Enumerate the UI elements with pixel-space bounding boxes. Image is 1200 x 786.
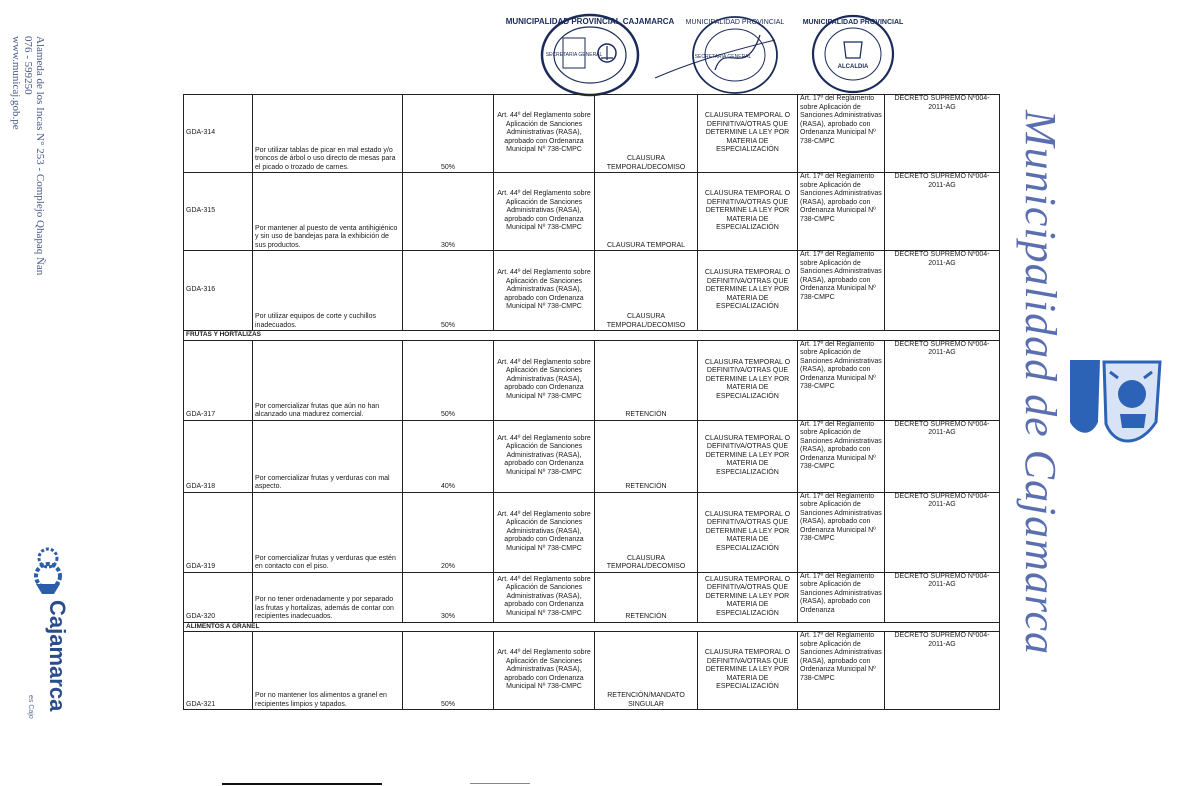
address-block bbox=[10, 36, 46, 326]
article-cell: Art. 17º del Reglamento sobre Aplicación de Sanciones Administrativas (RASA), aprobado con Ordenanza Municipal Nº 738-CMPC bbox=[798, 95, 885, 173]
stamp-alcaldia bbox=[802, 12, 904, 97]
code-cell: GDA-316 bbox=[184, 251, 253, 331]
percent-cell: 30% bbox=[403, 572, 494, 622]
regulation-cell: Art. 44º del Reglamento sobre Aplicación de Sanciones Administrativas (RASA), aprobado con Ordenanza Municipal Nº 738-CMPC bbox=[494, 95, 595, 173]
measure-cell: CLAUSURA TEMPORAL O DEFINITIVA/OTRAS QUE DETERMINE LA LEY POR MATERIA DE ESPECIALIZACIÓN bbox=[698, 251, 798, 331]
logo-emblem-icon bbox=[22, 540, 72, 596]
article-cell: Art. 17º del Reglamento sobre Aplicación de Sanciones Administrativas (RASA), aprobado con Ordenanza Municipal Nº 738-CMPC bbox=[798, 492, 885, 572]
stamp-ring-text: MUNICIPALIDAD PROVINCIAL bbox=[802, 19, 904, 26]
table-row bbox=[184, 632, 1000, 710]
table-row bbox=[184, 173, 1000, 251]
sanction-cell: CLAUSURA TEMPORAL/DECOMISO bbox=[595, 251, 698, 331]
regulation-cell: Art. 44º del Reglamento sobre Aplicación de Sanciones Administrativas (RASA), aprobado con Ordenanza Municipal Nº 738-CMPC bbox=[494, 572, 595, 622]
sanction-cell: RETENCIÓN bbox=[595, 340, 698, 420]
percent-cell: 50% bbox=[403, 340, 494, 420]
section-header-frutas: FRUTAS Y HORTALIZAS bbox=[184, 331, 1000, 341]
description-cell: Por utilizar tablas de picar en mal estado y/o troncos de árbol o uso directo de mesas para el picado o trozado de carnes. bbox=[253, 95, 403, 173]
article-cell: Art. 17º del Reglamento sobre Aplicación de Sanciones Administrativas (RASA), aprobado con Ordenanza bbox=[798, 572, 885, 622]
percent-cell: 50% bbox=[403, 632, 494, 710]
decree-cell: DECRETO SUPREMO Nº004-2011-AG bbox=[885, 632, 1000, 710]
decree-cell: DECRETO SUPREMO Nº004-2011-AG bbox=[885, 340, 1000, 420]
stamp-inner-text: ALCALDIA bbox=[837, 64, 869, 70]
regulation-cell: Art. 44º del Reglamento sobre Aplicación de Sanciones Administrativas (RASA), aprobado con Ordenanza Municipal Nº 738-CMPC bbox=[494, 251, 595, 331]
measure-cell: CLAUSURA TEMPORAL O DEFINITIVA/OTRAS QUE DETERMINE LA LEY POR MATERIA DE ESPECIALIZACIÓN bbox=[698, 632, 798, 710]
cajamarca-logo bbox=[22, 540, 76, 730]
percent-cell: 30% bbox=[403, 173, 494, 251]
description-cell: Por utilizar equipos de corte y cuchillos inadecuados. bbox=[253, 251, 403, 331]
measure-cell: CLAUSURA TEMPORAL O DEFINITIVA/OTRAS QUE DETERMINE LA LEY POR MATERIA DE ESPECIALIZACIÓN bbox=[698, 173, 798, 251]
sanction-cell: CLAUSURA TEMPORAL/DECOMISO bbox=[595, 95, 698, 173]
table-row bbox=[184, 572, 1000, 622]
stamp-ring-text: MUNICIPALIDAD PROVINCIAL bbox=[685, 19, 785, 26]
stamp-inner-text: SECRETARIA GENERAL bbox=[545, 52, 603, 58]
measure-cell: CLAUSURA TEMPORAL O DEFINITIVA/OTRAS QUE DETERMINE LA LEY POR MATERIA DE ESPECIALIZACIÓN bbox=[698, 420, 798, 492]
article-cell: Art. 17º del Reglamento sobre Aplicación de Sanciones Administrativas (RASA), aprobado con Ordenanza Municipal Nº 738-CMPC bbox=[798, 173, 885, 251]
percent-cell: 40% bbox=[403, 420, 494, 492]
measure-cell: CLAUSURA TEMPORAL O DEFINITIVA/OTRAS QUE DETERMINE LA LEY POR MATERIA DE ESPECIALIZACIÓN bbox=[698, 340, 798, 420]
regulation-cell: Art. 44º del Reglamento sobre Aplicación de Sanciones Administrativas (RASA), aprobado con Ordenanza Municipal Nº 738-CMPC bbox=[494, 632, 595, 710]
stamp-secretaria-2 bbox=[655, 10, 785, 100]
stamp-secretaria-1 bbox=[505, 8, 675, 103]
description-cell: Por no mantener los alimentos a granel en recipientes limpios y tapados. bbox=[253, 632, 403, 710]
stamp-inner-text: SECRETARIA GENERAL bbox=[694, 54, 752, 60]
decree-cell: DECRETO SUPREMO Nº004-2011-AG bbox=[885, 572, 1000, 622]
regulation-cell: Art. 44º del Reglamento sobre Aplicación de Sanciones Administrativas (RASA), aprobado con Ordenanza Municipal Nº 738-CMPC bbox=[494, 173, 595, 251]
percent-cell: 50% bbox=[403, 95, 494, 173]
measure-cell: CLAUSURA TEMPORAL O DEFINITIVA/OTRAS QUE DETERMINE LA LEY POR MATERIA DE ESPECIALIZACIÓN bbox=[698, 95, 798, 173]
code-cell: GDA-319 bbox=[184, 492, 253, 572]
table-row bbox=[184, 251, 1000, 331]
section-row bbox=[184, 331, 1000, 341]
table-row bbox=[184, 420, 1000, 492]
regulation-cell: Art. 44º del Reglamento sobre Aplicación de Sanciones Administrativas (RASA), aprobado con Ordenanza Municipal Nº 738-CMPC bbox=[494, 492, 595, 572]
measure-cell: CLAUSURA TEMPORAL O DEFINITIVA/OTRAS QUE DETERMINE LA LEY POR MATERIA DE ESPECIALIZACIÓN bbox=[698, 572, 798, 622]
decree-cell: DECRETO SUPREMO Nº004-2011-AG bbox=[885, 420, 1000, 492]
logo-tagline: es Cajo bbox=[27, 695, 34, 719]
percent-cell: 50% bbox=[403, 251, 494, 331]
description-cell: Por comercializar frutas que aún no han alcanzado una madurez comercial. bbox=[253, 340, 403, 420]
signature-line bbox=[222, 783, 382, 785]
code-cell: GDA-314 bbox=[184, 95, 253, 173]
measure-cell: CLAUSURA TEMPORAL O DEFINITIVA/OTRAS QUE DETERMINE LA LEY POR MATERIA DE ESPECIALIZACIÓN bbox=[698, 492, 798, 572]
sanction-cell: RETENCIÓN/MANDATO SINGULAR bbox=[595, 632, 698, 710]
table-row bbox=[184, 95, 1000, 173]
article-cell: Art. 17º del Reglamento sobre Aplicación de Sanciones Administrativas (RASA), aprobado con Ordenanza Municipal Nº 738-CMPC bbox=[798, 251, 885, 331]
code-cell: GDA-318 bbox=[184, 420, 253, 492]
table-row bbox=[184, 492, 1000, 572]
phone-line: 076 - 599250 bbox=[22, 36, 34, 95]
description-cell: Por no tener ordenadamente y por separado las frutas y hortalizas, además de contar con recipientes inadecuados. bbox=[253, 572, 403, 622]
section-row bbox=[184, 622, 1000, 632]
code-cell: GDA-317 bbox=[184, 340, 253, 420]
sanction-cell: RETENCIÓN bbox=[595, 572, 698, 622]
sanctions-table bbox=[183, 94, 1000, 710]
website-line: www.municaj.gob.pe bbox=[10, 36, 22, 130]
description-cell: Por comercializar frutas y verduras que estén en contacto con el piso. bbox=[253, 492, 403, 572]
stamp-ring-text: MUNICIPALIDAD PROVINCIAL CAJAMARCA bbox=[505, 17, 675, 26]
decree-cell: DECRETO SUPREMO Nº004-2011-AG bbox=[885, 492, 1000, 572]
code-cell: GDA-315 bbox=[184, 173, 253, 251]
address-line: Alameda de los Incas N° 253 - Complejo Qhapaq Ñan bbox=[34, 36, 46, 276]
regulation-cell: Art. 44º del Reglamento sobre Aplicación de Sanciones Administrativas (RASA), aprobado con Ordenanza Municipal Nº 738-CMPC bbox=[494, 420, 595, 492]
logo-brand-text: Cajamarca bbox=[45, 600, 70, 712]
code-cell: GDA-321 bbox=[184, 632, 253, 710]
article-cell: Art. 17º del Reglamento sobre Aplicación de Sanciones Administrativas (RASA), aprobado con Ordenanza Municipal Nº 738-CMPC bbox=[798, 420, 885, 492]
description-cell: Por comercializar frutas y verduras con mal aspecto. bbox=[253, 420, 403, 492]
coat-of-arms-icon bbox=[1060, 352, 1170, 452]
decree-cell: DECRETO SUPREMO Nº004-2011-AG bbox=[885, 173, 1000, 251]
decree-cell: DECRETO SUPREMO Nº004-2011-AG bbox=[885, 251, 1000, 331]
description-cell: Por mantener al puesto de venta antihigiénico y sin uso de bandejas para la exhibición de sus productos. bbox=[253, 173, 403, 251]
sanction-cell: CLAUSURA TEMPORAL/DECOMISO bbox=[595, 492, 698, 572]
table-row bbox=[184, 340, 1000, 420]
article-cell: Art. 17º del Reglamento sobre Aplicación de Sanciones Administrativas (RASA), aprobado con Ordenanza Municipal Nº 738-CMPC bbox=[798, 632, 885, 710]
municipality-watermark: Municipalidad de Cajamarca bbox=[1016, 110, 1065, 655]
sanction-cell: RETENCIÓN bbox=[595, 420, 698, 492]
regulation-cell: Art. 44º del Reglamento sobre Aplicación de Sanciones Administrativas (RASA), aprobado con Ordenanza Municipal Nº 738-CMPC bbox=[494, 340, 595, 420]
signature-line-secondary bbox=[470, 783, 530, 784]
code-cell: GDA-320 bbox=[184, 572, 253, 622]
percent-cell: 20% bbox=[403, 492, 494, 572]
decree-cell: DECRETO SUPREMO Nº004-2011-AG bbox=[885, 95, 1000, 173]
article-cell: Art. 17º del Reglamento sobre Aplicación de Sanciones Administrativas (RASA), aprobado con Ordenanza Municipal Nº 738-CMPC bbox=[798, 340, 885, 420]
sanction-cell: CLAUSURA TEMPORAL bbox=[595, 173, 698, 251]
section-header-alimentos: ALIMENTOS A GRANEL bbox=[184, 622, 1000, 632]
